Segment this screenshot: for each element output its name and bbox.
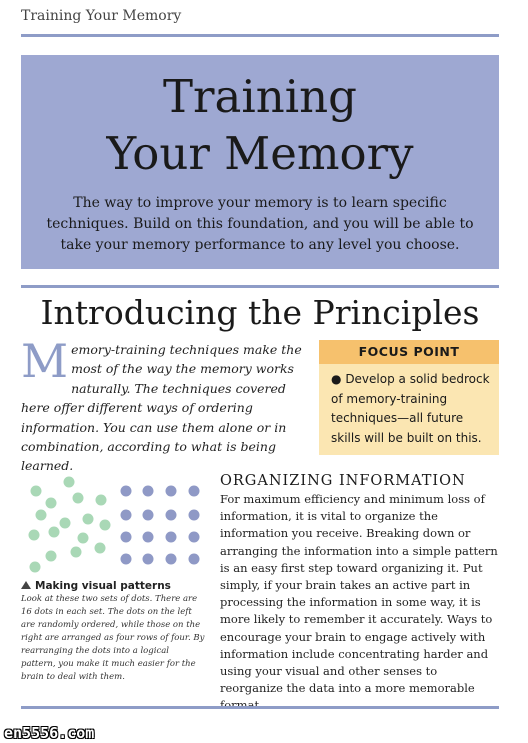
random-dot [73, 493, 84, 504]
organizing-body: For maximum efficiency and minimum loss of information, it is vital to organize the information you receive. Breaking down or arranging the information into a simple pattern is an easy first step toward organizing it. Put simply, if your brain takes an active part in processing the information in some way, it is more likely to remember it accurately. Ways to encourage your brain to engage actively with information include concentrating harder and using your visual and other senses to reorganize the data into a more memorable [220, 492, 498, 696]
random-dots [29, 477, 111, 573]
random-dot [95, 543, 106, 554]
random-dot [29, 530, 40, 541]
random-dot [46, 498, 57, 509]
banner-title-line-1: Training [163, 70, 357, 123]
random-dot [30, 562, 41, 573]
title-banner [21, 55, 499, 269]
intro-paragraph [21, 334, 311, 476]
random-dot [83, 514, 94, 525]
watermark: en5556.com [4, 724, 95, 742]
grid-dot [189, 486, 200, 497]
bullet-icon: ● [331, 372, 342, 386]
grid-dot [121, 554, 132, 565]
grid-dot [166, 486, 177, 497]
grid-dot [143, 554, 154, 565]
caption-text: Look at these two sets of dots. There are 16 dots in each set. The dots on the left are randomly ordered, while those on the right are arranged as four rows of four. By rearranging the dots into a logical pattern, you make it much easier for the brain to deal with them. [21, 594, 205, 682]
dot-pattern-figure [21, 475, 206, 580]
focus-point-heading: FOCUS POINT [319, 340, 499, 364]
random-dot [64, 477, 75, 488]
grid-dot [166, 554, 177, 565]
random-dot [49, 527, 60, 538]
figure-caption [21, 580, 206, 684]
grid-dot [121, 532, 132, 543]
top-rule [21, 34, 499, 37]
grid-dot [143, 532, 154, 543]
focus-point-body [319, 364, 499, 448]
grid-dot [143, 486, 154, 497]
random-dot [100, 520, 111, 531]
focus-point-box [319, 340, 499, 455]
grid-dot [189, 554, 200, 565]
section-rule [21, 285, 499, 288]
random-dot [71, 547, 82, 558]
grid-dot [189, 510, 200, 521]
random-dot [78, 533, 89, 544]
banner-title-line-2: Your Memory [106, 127, 414, 180]
random-dot [36, 510, 47, 521]
caption-title: Making visual patterns [35, 580, 171, 592]
organizing-heading: ORGANIZING INFORMATION [220, 473, 466, 489]
grid-dot [143, 510, 154, 521]
grid-dot [166, 532, 177, 543]
running-header: Training Your Memory [21, 8, 182, 24]
triangle-icon [21, 581, 31, 589]
grid-dot [121, 486, 132, 497]
intro-text: emory-training techniques make the most of the way the memory works naturally. The techniques covered here offer different ways of ordering information. You can use them alone or in combination, according to what is being learned. [21, 342, 302, 474]
focus-point-text: Develop a solid bedrock of memory-training techniques—all future skills will be built on this. [331, 372, 490, 445]
section-title: Introducing the Principles [40, 293, 480, 332]
random-dot [96, 495, 107, 506]
random-dot [46, 551, 57, 562]
random-dot [31, 486, 42, 497]
grid-dot [189, 532, 200, 543]
banner-intro: The way to improve your memory is to learn specific techniques. Build on this foundation, and you will be able to take your memory performance to any level you choose. [46, 195, 474, 253]
bottom-rule [21, 706, 499, 709]
drop-cap: M [21, 334, 69, 388]
grid-dots [121, 486, 200, 565]
random-dot [60, 518, 71, 529]
grid-dot [166, 510, 177, 521]
grid-dot [121, 510, 132, 521]
